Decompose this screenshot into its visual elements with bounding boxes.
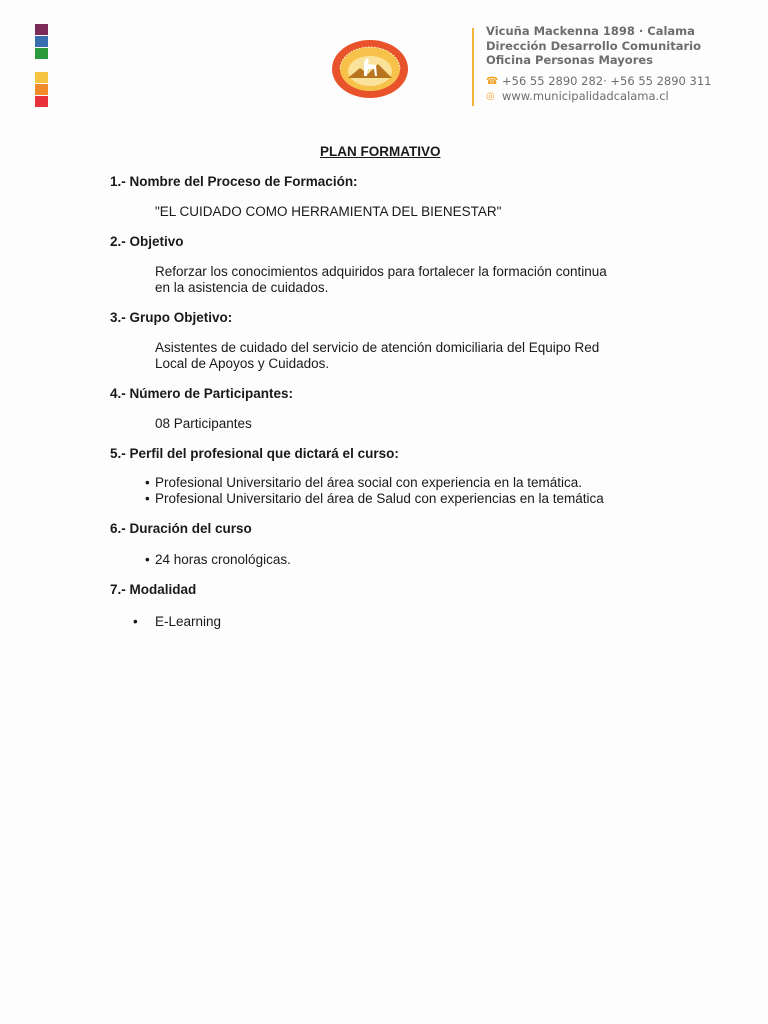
- bullet-icon: •: [145, 475, 150, 490]
- color-strip-orange: [35, 84, 48, 95]
- address: Vicuña Mackenna 1898 · Calama: [486, 24, 695, 38]
- municipal-seal-logo: [330, 38, 410, 100]
- color-strip-green: [35, 48, 48, 59]
- section-text-3a: Asistentes de cuidado del servicio de atención domiciliaria del Equipo Red: [155, 340, 600, 355]
- list-item: [145, 552, 291, 567]
- contact-block: [486, 24, 756, 104]
- color-strip-yellow: [35, 72, 48, 83]
- section-text-3b: Local de Apoyos y Cuidados.: [155, 356, 330, 371]
- header-divider: [472, 28, 474, 106]
- section-heading-1: 1.- Nombre del Proceso de Formación:: [110, 174, 358, 189]
- section-text-1: "EL CUIDADO COMO HERRAMIENTA DEL BIENESTAR": [155, 204, 502, 219]
- color-strip-purple: [35, 24, 48, 35]
- document-title: PLAN FORMATIVO: [320, 144, 441, 159]
- website-row: [486, 89, 756, 104]
- section-heading-7: 7.- Modalidad: [110, 582, 197, 597]
- phone-row: [486, 74, 756, 89]
- office: Oficina Personas Mayores: [486, 53, 654, 67]
- phone-icon: ☎: [486, 75, 499, 87]
- section-heading-4: 4.- Número de Participantes:: [110, 386, 294, 401]
- section-heading-2: 2.- Objetivo: [110, 234, 184, 249]
- list-item-text: 24 horas cronológicas.: [155, 552, 291, 567]
- color-strip-blue: [35, 36, 48, 47]
- website-link[interactable]: www.municipalidadcalama.cl: [502, 88, 669, 103]
- section-text-2a: Reforzar los conocimientos adquiridos para fortalecer la formación continua: [155, 264, 607, 279]
- list-item: [145, 475, 582, 490]
- list-item-text: E-Learning: [155, 614, 222, 629]
- bullet-icon: •: [145, 552, 150, 567]
- section-heading-6: 6.- Duración del curso: [110, 521, 252, 536]
- list-item: [145, 491, 604, 506]
- section-text-4: 08 Participantes: [155, 416, 252, 431]
- color-strip-red: [35, 96, 48, 107]
- list-item-text: Profesional Universitario del área de Salud con experiencias en la temática: [155, 491, 604, 506]
- bullet-icon: •: [133, 614, 138, 629]
- department: Dirección Desarrollo Comunitario: [486, 38, 702, 53]
- list-item-text: Profesional Universitario del área social con experiencia en la temática.: [155, 475, 582, 490]
- section-heading-5: 5.- Perfil del profesional que dictará el curso:: [110, 446, 399, 461]
- section-heading-3: 3.- Grupo Objetivo:: [110, 310, 233, 325]
- list-item: [133, 614, 221, 629]
- globe-icon: ◎: [486, 90, 495, 102]
- section-text-2b: en la asistencia de cuidados.: [155, 280, 329, 295]
- phone-number: +56 55 2890 282· +56 55 2890 311: [502, 73, 712, 88]
- bullet-icon: •: [145, 491, 150, 506]
